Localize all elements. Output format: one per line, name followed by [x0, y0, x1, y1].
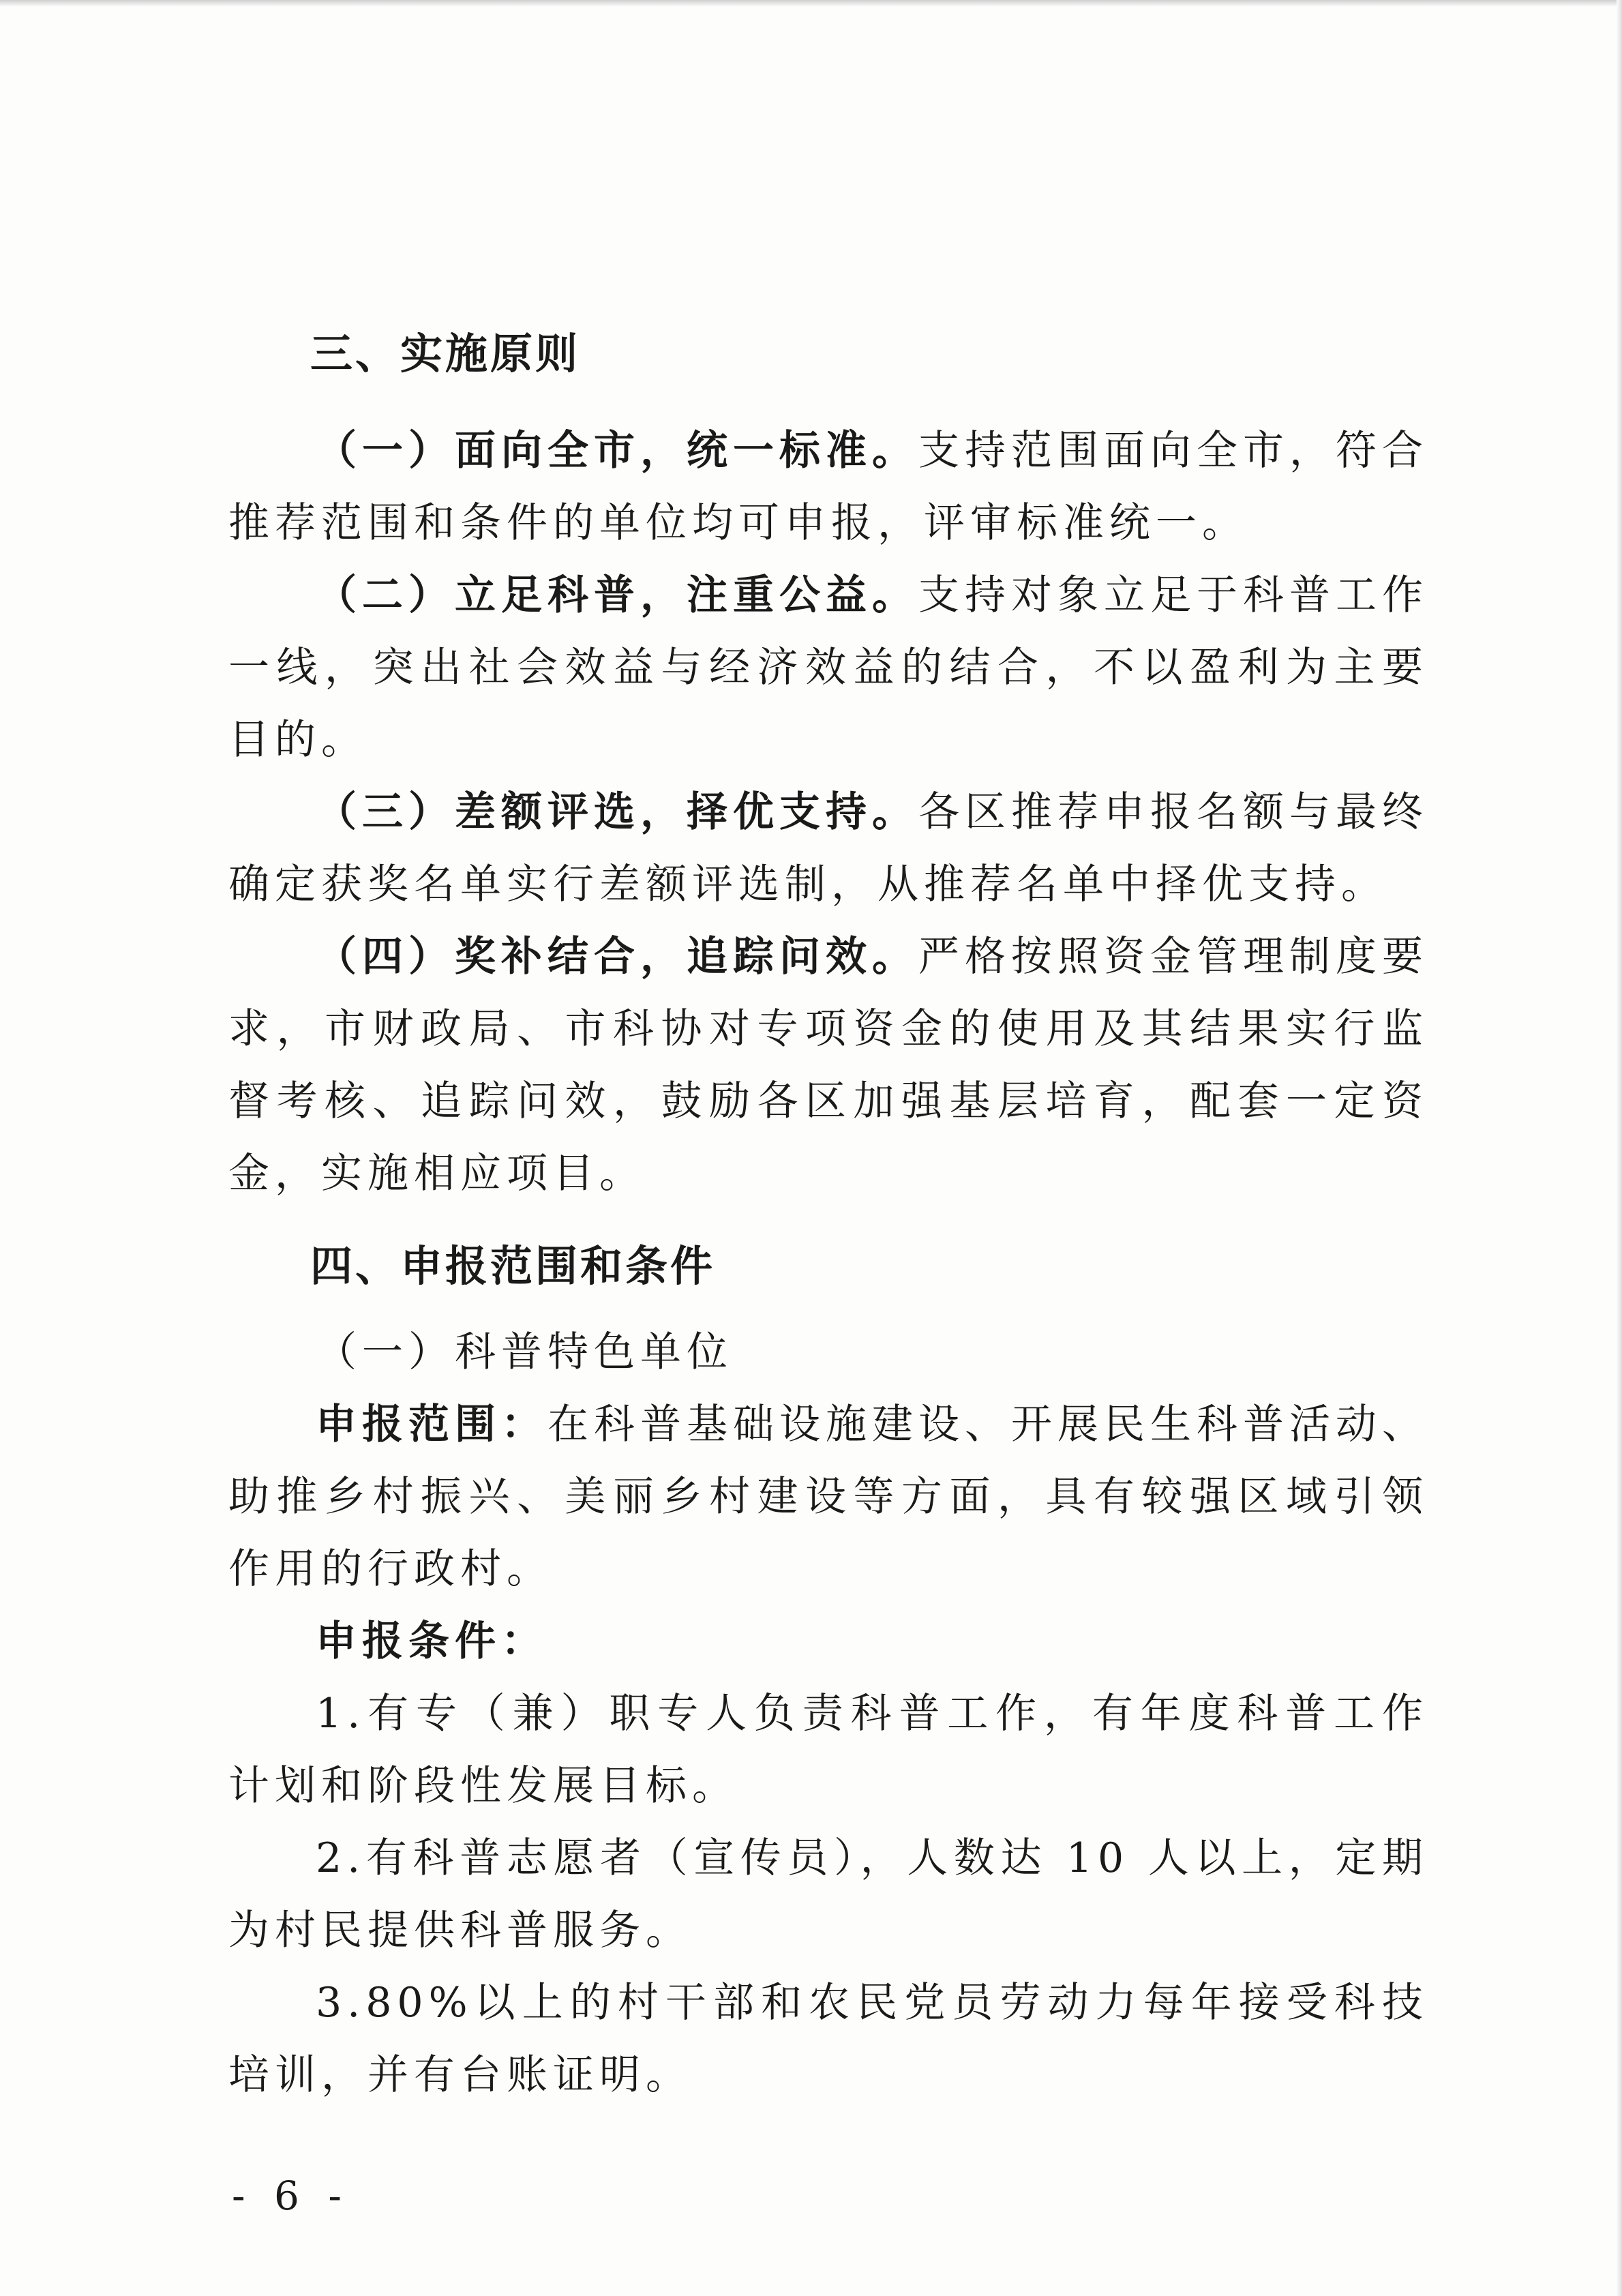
- scope-paragraph: [228, 1388, 1428, 1605]
- principle-3: [228, 776, 1428, 921]
- principle-3-body: 各区推荐申报名额与最终确定获奖名单实行差额评选制，从推荐名单中择优支持。: [228, 788, 1428, 908]
- principle-2-body: 支持对象立足于科普工作一线，突出社会效益与经济效益的结合，不以盈利为主要目的。: [228, 571, 1428, 764]
- subsection-1-title: （一）科普特色单位: [316, 1328, 733, 1376]
- principle-4-lead: （四）奖补结合，追踪问效。: [316, 933, 918, 981]
- page-content: [228, 329, 1428, 2111]
- condition-2: 2.有科普志愿者（宣传员），人数达 10 人以上，定期为村民提供科普服务。: [228, 1834, 1428, 1954]
- principle-2: [228, 559, 1428, 776]
- section-3-heading: 三、实施原则: [310, 329, 581, 378]
- conditions-label: 申报条件：: [316, 1617, 547, 1665]
- scan-top-edge: [0, 0, 1622, 7]
- principle-1-body: 支持范围面向全市，符合推荐范围和条件的单位均可申报，评审标准统一。: [228, 427, 1428, 547]
- scan-right-edge: [1617, 0, 1622, 2296]
- principle-1: [228, 415, 1428, 559]
- scope-label: 申报范围：: [316, 1401, 547, 1448]
- section-4-heading: 四、申报范围和条件: [310, 1241, 716, 1291]
- condition-1: 1.有专（兼）职专人负责科普工作，有年度科普工作计划和阶段性发展目标。: [228, 1690, 1428, 1810]
- principle-1-lead: （一）面向全市，统一标准。: [316, 427, 918, 475]
- scope-text: 在科普基础设施建设、开展民生科普活动、助推乡村振兴、美丽乡村建设等方面，具有较强区域引领作用的行政村。: [228, 1401, 1428, 1593]
- page-number: - 6 -: [232, 2173, 350, 2219]
- principle-4: [228, 921, 1428, 1210]
- condition-3: 3.80%以上的村干部和农民党员劳动力每年接受科技培训，并有台账证明。: [228, 1979, 1428, 2099]
- principle-3-lead: （三）差额评选，择优支持。: [316, 788, 918, 836]
- principle-2-lead: （二）立足科普，注重公益。: [316, 571, 918, 619]
- principle-4-body: 严格按照资金管理制度要求，市财政局、市科协对专项资金的使用及其结果实行监督考核、追踪问效，鼓励各区加强基层培育，配套一定资金，实施相应项目。: [228, 933, 1428, 1197]
